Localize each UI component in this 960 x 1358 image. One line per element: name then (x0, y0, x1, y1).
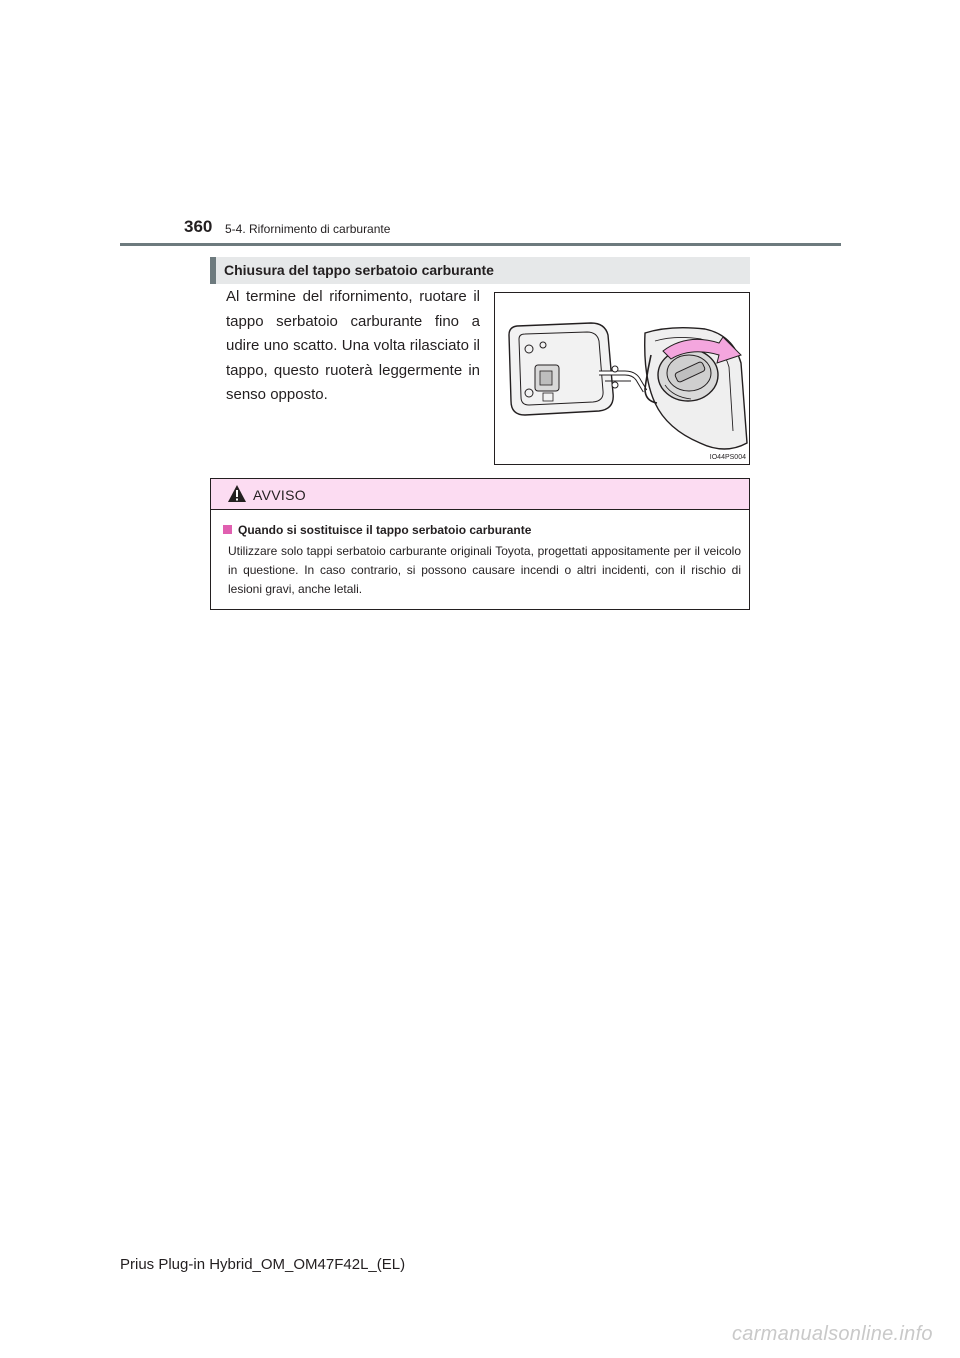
section-label: 5-4. Rifornimento di carburante (225, 222, 391, 236)
warning-header (211, 479, 749, 510)
warning-item-text: Utilizzare solo tappi serbatoio carburante originali Toyota, progettati appositamente per il veicolo in questione. In caso contrario, si possono causare incendi o altri incidenti, con il rischio di lesioni gravi, anche letali. (228, 544, 741, 596)
bullet-square-icon (223, 525, 232, 534)
fuel-cap-illustration (494, 292, 750, 465)
footer-document-code: Prius Plug-in Hybrid_OM_OM47F42L_(EL) (120, 1256, 406, 1273)
warning-triangle-icon (227, 484, 247, 503)
figure-code: IO44PS004 (709, 454, 746, 461)
subheading-bar (210, 257, 216, 284)
page-number: 360 (184, 217, 213, 236)
fuel-cap-drawing (495, 293, 750, 465)
subheading-text: Chiusura del tappo serbatoio carburante (224, 262, 494, 278)
warning-title: AVVISO (253, 487, 306, 503)
warning-item-title (223, 523, 531, 537)
warning-item-title-text: Quando si sostituisce il tappo serbatoio carburante (238, 523, 532, 537)
warning-box (210, 478, 750, 610)
header-rule (120, 243, 841, 246)
body-text: Al termine del rifornimento, ruotare il tappo serbatoio carburante fino a udire uno scatto. Una volta rilasciato il tappo, questo ruoterà leggermente in senso opposto. (226, 288, 480, 403)
subheading (210, 257, 750, 284)
watermark: carmanualsonline.info (732, 1323, 933, 1345)
